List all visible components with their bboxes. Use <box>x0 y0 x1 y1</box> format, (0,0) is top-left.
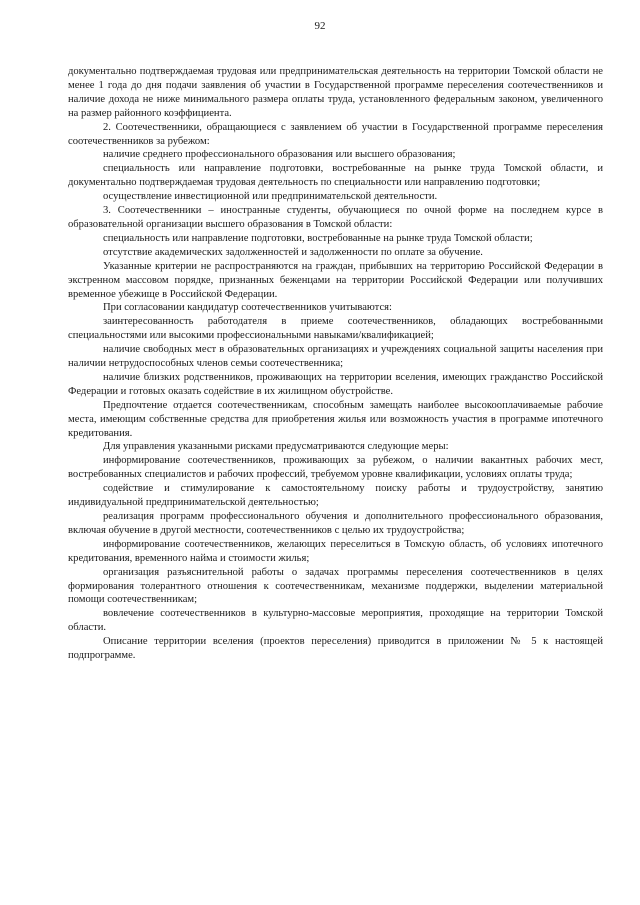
paragraph: документально подтверждаемая трудовая или предпринимательская деятельность на территории Томской области не менее 1 года до дня подачи заявления об участии в Государственной программе переселения соотечественников и наличие дохода не ниже минимального размера оплаты труда, установленного федеральным законом, увеличенного на размер районного коэффициента. <box>68 66 603 119</box>
paragraph: содействие и стимулирование к самостоятельному поиску работы и трудоустройству, занятию индивидуальной предпринимательской деятельностью; <box>68 483 603 509</box>
paragraph: информирование соотечественников, желающих переселиться в Томскую область, об условиях ипотечного кредитования, временного найма и стоимости жилья; <box>68 538 603 564</box>
paragraph: информирование соотечественников, проживающих за рубежом, о наличии вакантных рабочих мест, востребованных специалистов и рабочих профессий, требуемом уровне квалификации, условиях оплаты труда; <box>68 455 603 481</box>
paragraph: 2. Соотечественники, обращающиеся с заявлением об участии в Государственной программе переселения соотечественников за рубежом: <box>68 121 603 147</box>
paragraph: Для управления указанными рисками предусматриваются следующие меры: <box>103 441 449 453</box>
paragraph: реализация программ профессионального обучения и дополнительного профессионального образования, включая обучение в другой местности, соотечественников с целью их трудоустройства; <box>68 511 603 536</box>
paragraph: вовлечение соотечественников в культурно-массовые мероприятия, проходящие на территории Томской области. <box>68 608 603 634</box>
paragraph: отсутствие академических задолженностей и задолженности по оплате за обучение. <box>103 246 483 258</box>
paragraph: наличие близких родственников, проживающих на территории вселения, имеющих гражданство Российской Федерации и готовых оказать содействие в их жилищном обустройстве. <box>68 371 603 397</box>
paragraph: Описание территории вселения (проектов переселения) приводится в приложении № 5 к настоящей подпрограмме. <box>68 636 603 662</box>
paragraph: специальность или направление подготовки, востребованные на рынке труда Томской области; <box>103 232 533 244</box>
paragraph: наличие свободных мест в образовательных организациях и учреждениях социальной защиты населения при наличии нетрудоспособных членов семьи соотечественника; <box>68 344 603 370</box>
paragraph: заинтересованность работодателя в приеме соотечественников, обладающих востребованными специальностями или высокими профессиональными навыками/квалификацией; <box>68 316 603 342</box>
paragraph: организация разъяснительной работы о задачах программы переселения соотечественников в целях формирования толерантного отношения к соотечественникам, механизме поддержки, выделении материальной помощи соотечественникам; <box>68 566 603 606</box>
paragraph: специальность или направление подготовки, востребованные на рынке труда Томской области, и документально подтверждаемая трудовая деятельность по специальности или направлению подготовки; <box>68 163 603 189</box>
paragraph: Указанные критерии не распространяются на граждан, прибывших на территорию Российской Федерации в экстренном массовом порядке, признанных беженцами на территории Российской Федерации или получивших временное убежище в Российской Федерации. <box>68 260 603 300</box>
paragraph: наличие среднего профессионального образования или высшего образования; <box>103 149 456 161</box>
paragraph: Предпочтение отдается соотечественникам, способным замещать наиболее высокооплачиваемые рабочие места, имеющим собственные средства для приобретения жилья или возможность участия в программе ипотечного кредитования. <box>68 399 603 439</box>
paragraph: осуществление инвестиционной или предпринимательской деятельности. <box>103 191 438 203</box>
document-body <box>68 65 603 663</box>
paragraph: При согласовании кандидатур соотечественников учитываются: <box>103 302 392 314</box>
paragraph: 3. Соотечественники – иностранные студенты, обучающиеся по очной форме на последнем курсе в образовательной организации высшего образования в Томской области: <box>68 205 603 230</box>
page-number: 92 <box>314 20 326 32</box>
